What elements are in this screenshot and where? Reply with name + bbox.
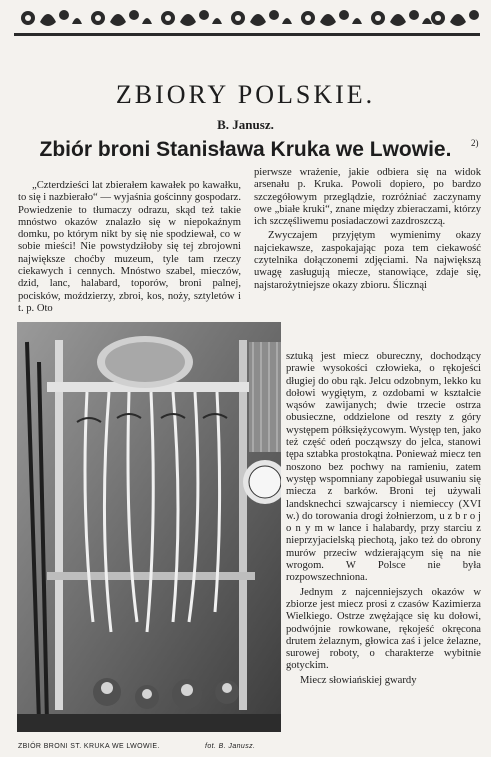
article-headline: Zbiór broni Stanisława Kruka we Lwowie. [39,138,452,161]
paragraph: Jednym z najcenniejszych okazów w zbiorze jest miecz prosi z czasów Kazimierza Wielkiego. Ostrze zwężające się ku dołowi, podwójnie rowkowane, rękojeść okręcona drutem żelaznym, głowica zaś i jelce żelazne, surowej roboty, o charakterze wybitnie gotyckim. [286,586,481,672]
photo-credit: fot. B. Janusz. [205,743,256,750]
paragraph: sztuką jest miecz obureczny, dochodzący prawie wysokości człowieka, o rękojeści długiej do obu rąk. Jelcu odzobnym, lekko ku dołowi wygiętym, z ozdobami w kształcie wąsów zawijanych; dwie trzecie ostrza obusieczne, oddzielone od reszty z góry występem półksiężycowym. Występ ten, jako też część odeń począwszy do jelca, stanowi tępa sztabka prostokątna. Ponieważ miecz ten noszono bez pochwy na ramieniu, zatem występ wspomniany zapobiegał usuwaniu się miecza z barków. Broni tej używali landsknechci szwajcarscy i niemieccy (XVI w.) do torowania drogi żołnierzom, u z b r o j o n y m w lance i halabardy, przy starciu z nieprzyjacielską piechotą, jako też do obrony murów przeciw wdzierającym się na nie wrogom. W Polsce nie była rozpowszechniona. [286,351,481,584]
paragraph: „Czterdzieści lat zbierałem kawałek po kawałku, to się i nazbierało“ — wyjaśnia gościnny gospodarz. Powiedzenie to tłumaczy odrazu, skąd też takie mnóstwo okazów znalazło się w niepokaźnym domku, po którym nikt by się nie spodziewał, co w sobie mieści! Nie powstydziłoby się tej zbrojowni największe choćby muzeum, tyle tam rzeczy ciekawych i cennych. Mnóstwo szabel, mieczów, dzid, lanc, halabard, toporów, broni palnej, pocisków, moździerzy, zbroi, kos, noży, sztyletów i t. p. Oto [18,180,241,314]
author-byline: B. Janusz. [217,117,274,132]
section-title: ZBIORY POLSKIE. [115,80,376,109]
paragraph: Miecz słowiańskiej gwardy [300,674,417,686]
paragraph: Zwyczajem przyjętym wymienimy okazy najciekawsze, zaspokajając poza tem ciekawość czytelnika dołączonemi zdjęciami. Na największą uwagę zasługują miecze, stanowiące, zdaje się, najstarożytniejsze okazy zbioru. Ślicznąi [254,230,481,291]
weapon-collection-photo [17,322,281,732]
paragraph: pierwsze wrażenie, jakie odbiera się na widok arsenału p. Kruka. Powoli dopiero, po bardzo szczegółowym przeglądzie, rozróżniać zaczynamy owe „białe kruki“, znane między zbieraczami, którzy ich szczęśliwemu posiadaczowi zazdroszczą. [254,167,481,228]
left-text-column [18,180,241,315]
folk-ornament-band-icon [14,2,480,38]
photo-caption: ZBIÓR BRONI ST. KRUKA WE LWOWIE. [18,743,160,750]
footnote-marker: 2) [471,138,479,148]
right-text-column-top [254,167,481,292]
right-text-column-narrow [286,351,481,687]
weapon-collection-photo-icon [17,322,281,732]
